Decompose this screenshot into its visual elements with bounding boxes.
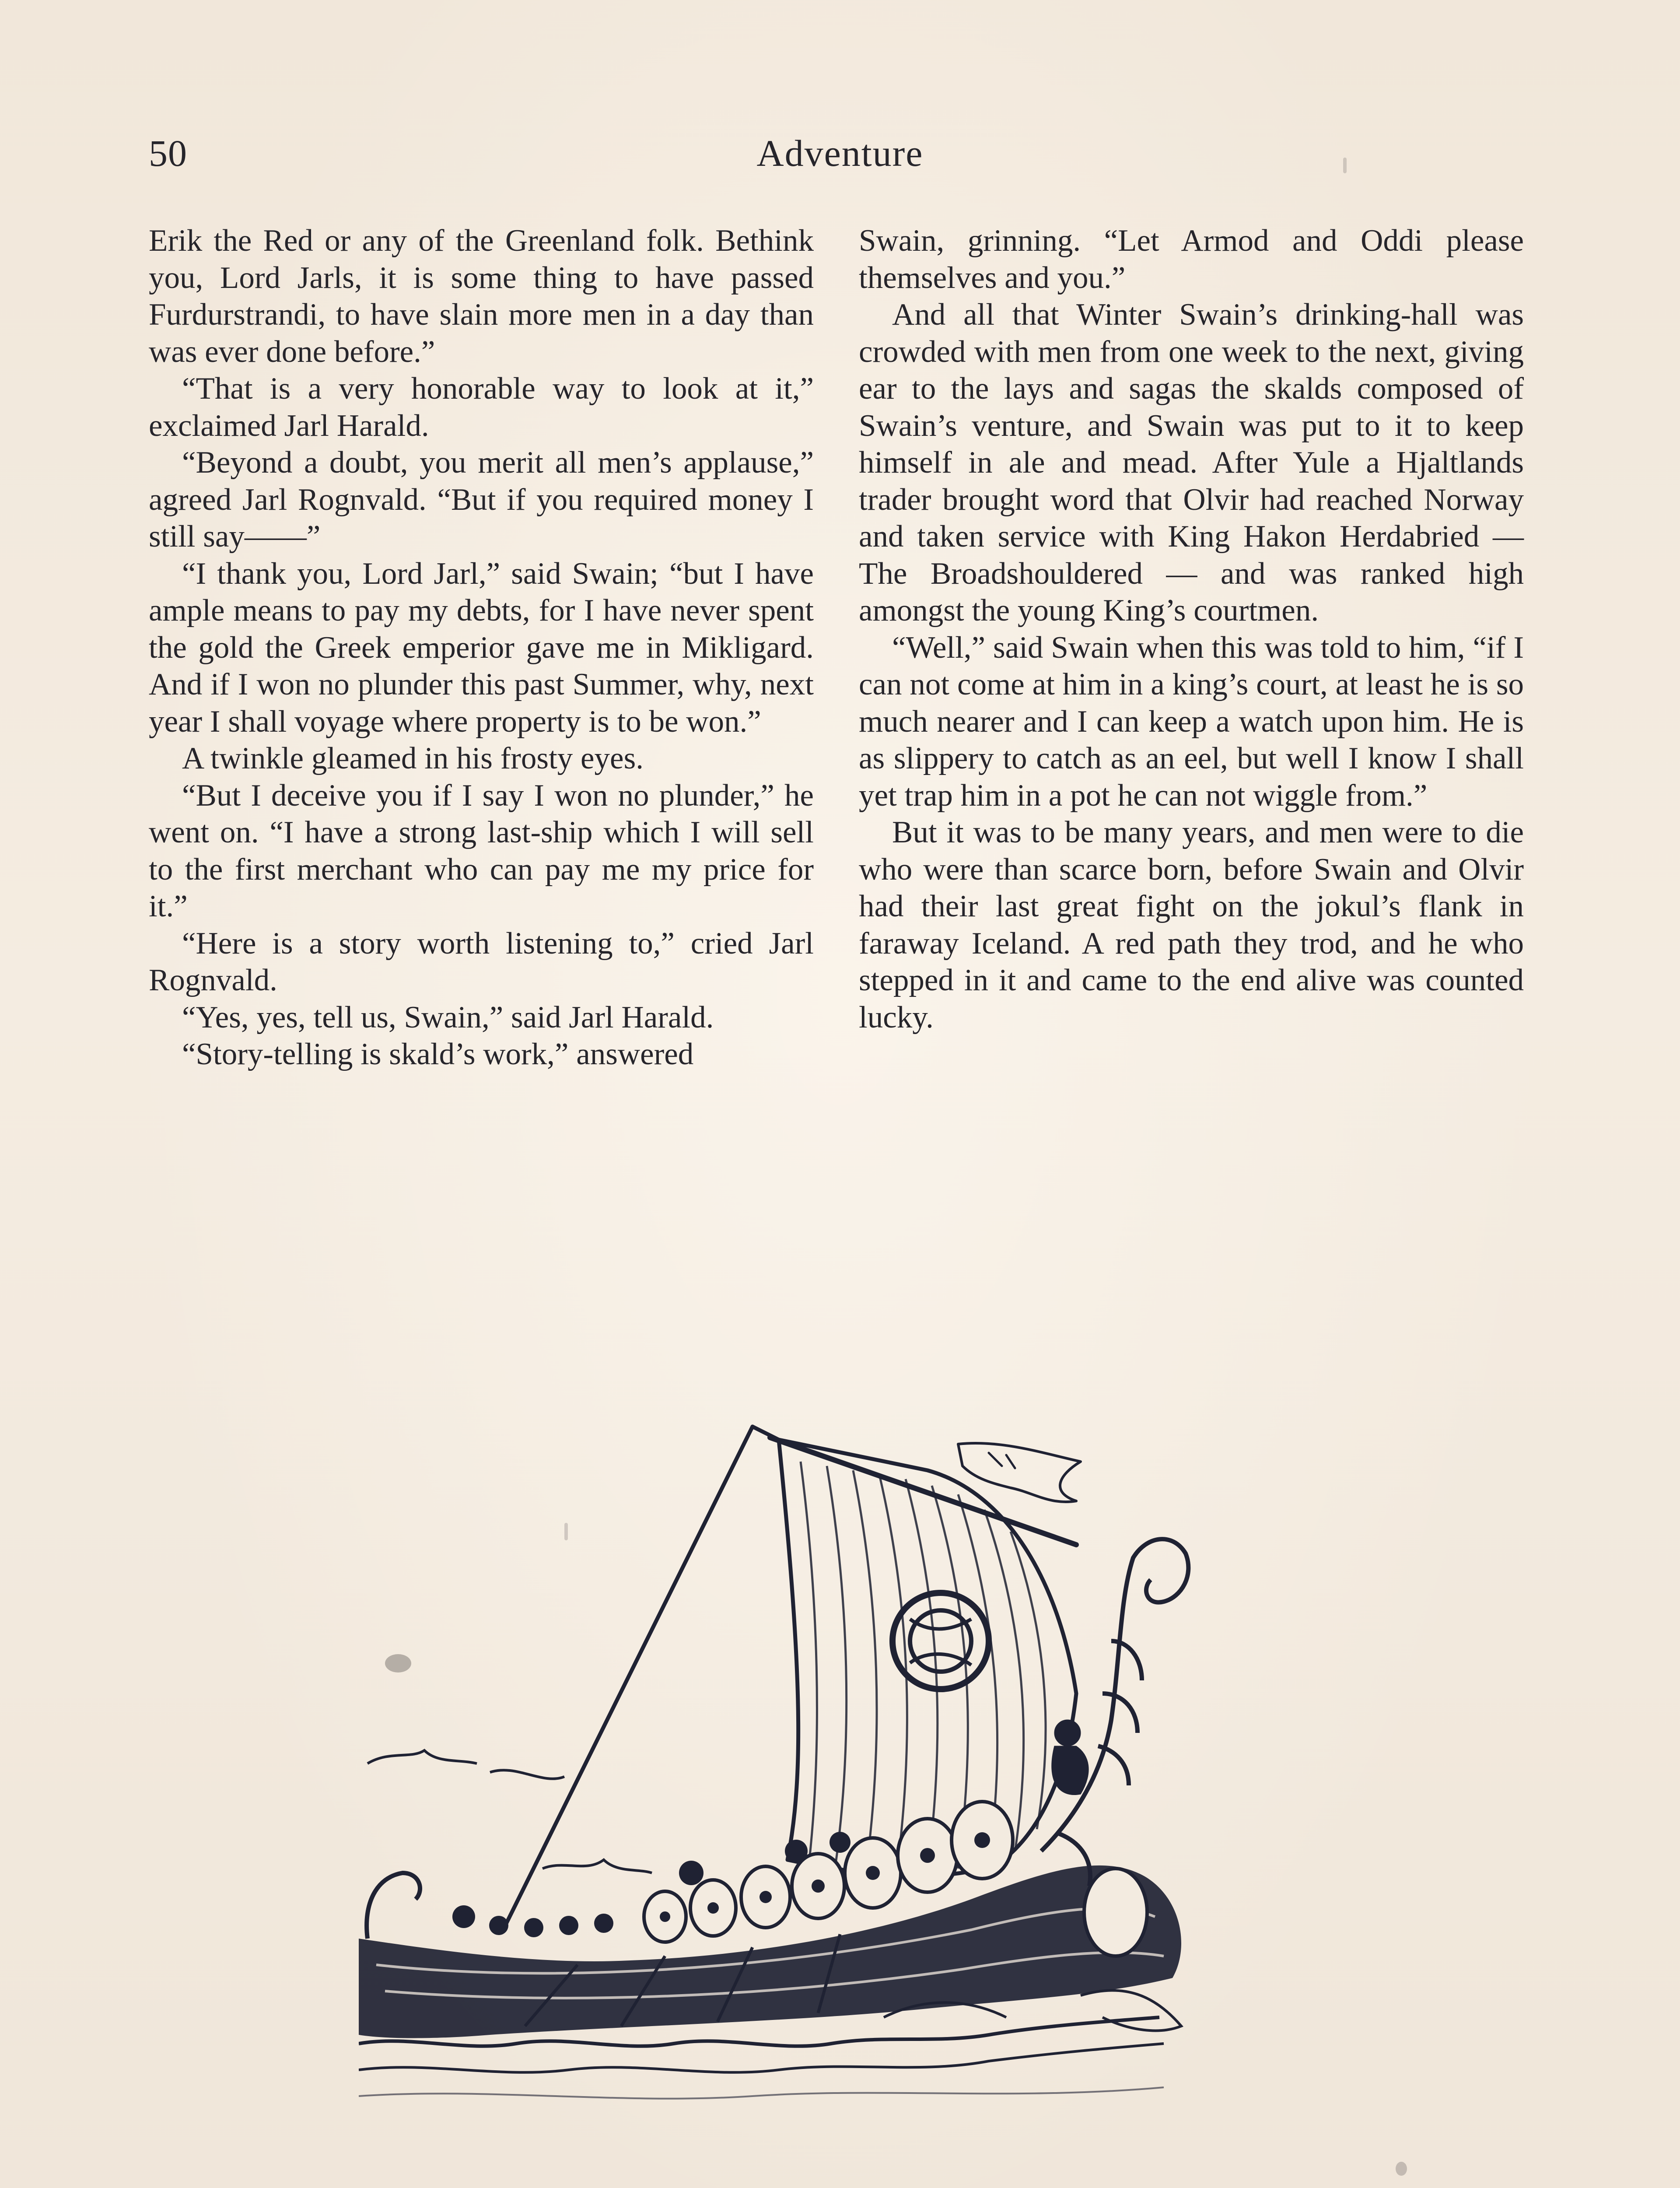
- paragraph: “But I deceive you if I say I won no plunder,” he went on. “I have a strong last-ship which I will sell to the first merchant who can pay me my price for it.”: [149, 778, 814, 923]
- paragraph: “That is a very honorable way to look at it,” exclaimed Jarl Harald.: [149, 372, 814, 443]
- paragraph: “Yes, yes, tell us, Swain,” said Jarl Harald.: [182, 1000, 714, 1034]
- paragraph: “Beyond a doubt, you merit all men’s applause,” agreed Jarl Rognvald. “But if you required money I still say——”: [149, 445, 814, 554]
- left-text-column: [149, 222, 814, 1073]
- paragraph: Erik the Red or any of the Greenland folk. Bethink you, Lord Jarls, it is some thing to have passed Furdurstrandi, to have slain more men in a day than was ever done before.”: [149, 224, 814, 369]
- running-title: Adventure: [756, 132, 924, 174]
- paper-speck: [564, 1523, 568, 1540]
- page-number: 50: [149, 132, 187, 174]
- paper-speck: [385, 1654, 411, 1673]
- paragraph: And all that Winter Swain’s drinking-hall was crowded with men from one week to the next, giving ear to the lays and sagas the skalds composed of Swain’s venture, and Swain was put to it to keep himself in ale and mead. After Yule a Hjaltlands trader brought word that Olvir had reached Norway and taken service with King Hakon Herdabried — The Broadshouldered — and was ranked high amongst the young King’s courtmen.: [859, 298, 1524, 628]
- viking-longship-icon: [359, 1413, 1312, 2122]
- right-text-column: [859, 222, 1524, 1036]
- paragraph: A twinkle gleamed in his frosty eyes.: [182, 741, 644, 775]
- paragraph: “Well,” said Swain when this was told to him, “if I can not come at him in a king’s court, at least he is so much nearer and I can keep a watch upon him. He is as slippery to catch as an eel, but well I know I shall yet trap him in a pot he can not wiggle from.”: [859, 630, 1524, 813]
- paragraph: “Story-telling is skald’s work,” answered: [182, 1037, 694, 1071]
- paragraph: “Here is a story worth listening to,” cried Jarl Rognvald.: [149, 926, 814, 997]
- paragraph: “I thank you, Lord Jarl,” said Swain; “but I have ample means to pay my debts, for I have never spent the gold the Greek emperior gave me in Mikligard. And if I won no plunder this past Summer, why, next year I shall voyage where property is to be won.”: [149, 556, 814, 739]
- paragraph: But it was to be many years, and men were to die who were than scarce born, before Swain and Olvir had their last great fight on the jokul’s flank in faraway Iceland. A red path they trod, and he who stepped in it and came to the end alive was counted lucky.: [859, 815, 1524, 1034]
- paper-speck: [1343, 158, 1347, 173]
- paper-speck: [1396, 2162, 1407, 2176]
- paragraph: Swain, grinning. “Let Armod and Oddi please themselves and you.”: [859, 224, 1524, 295]
- viking-longship-illustration: [359, 1413, 1312, 2122]
